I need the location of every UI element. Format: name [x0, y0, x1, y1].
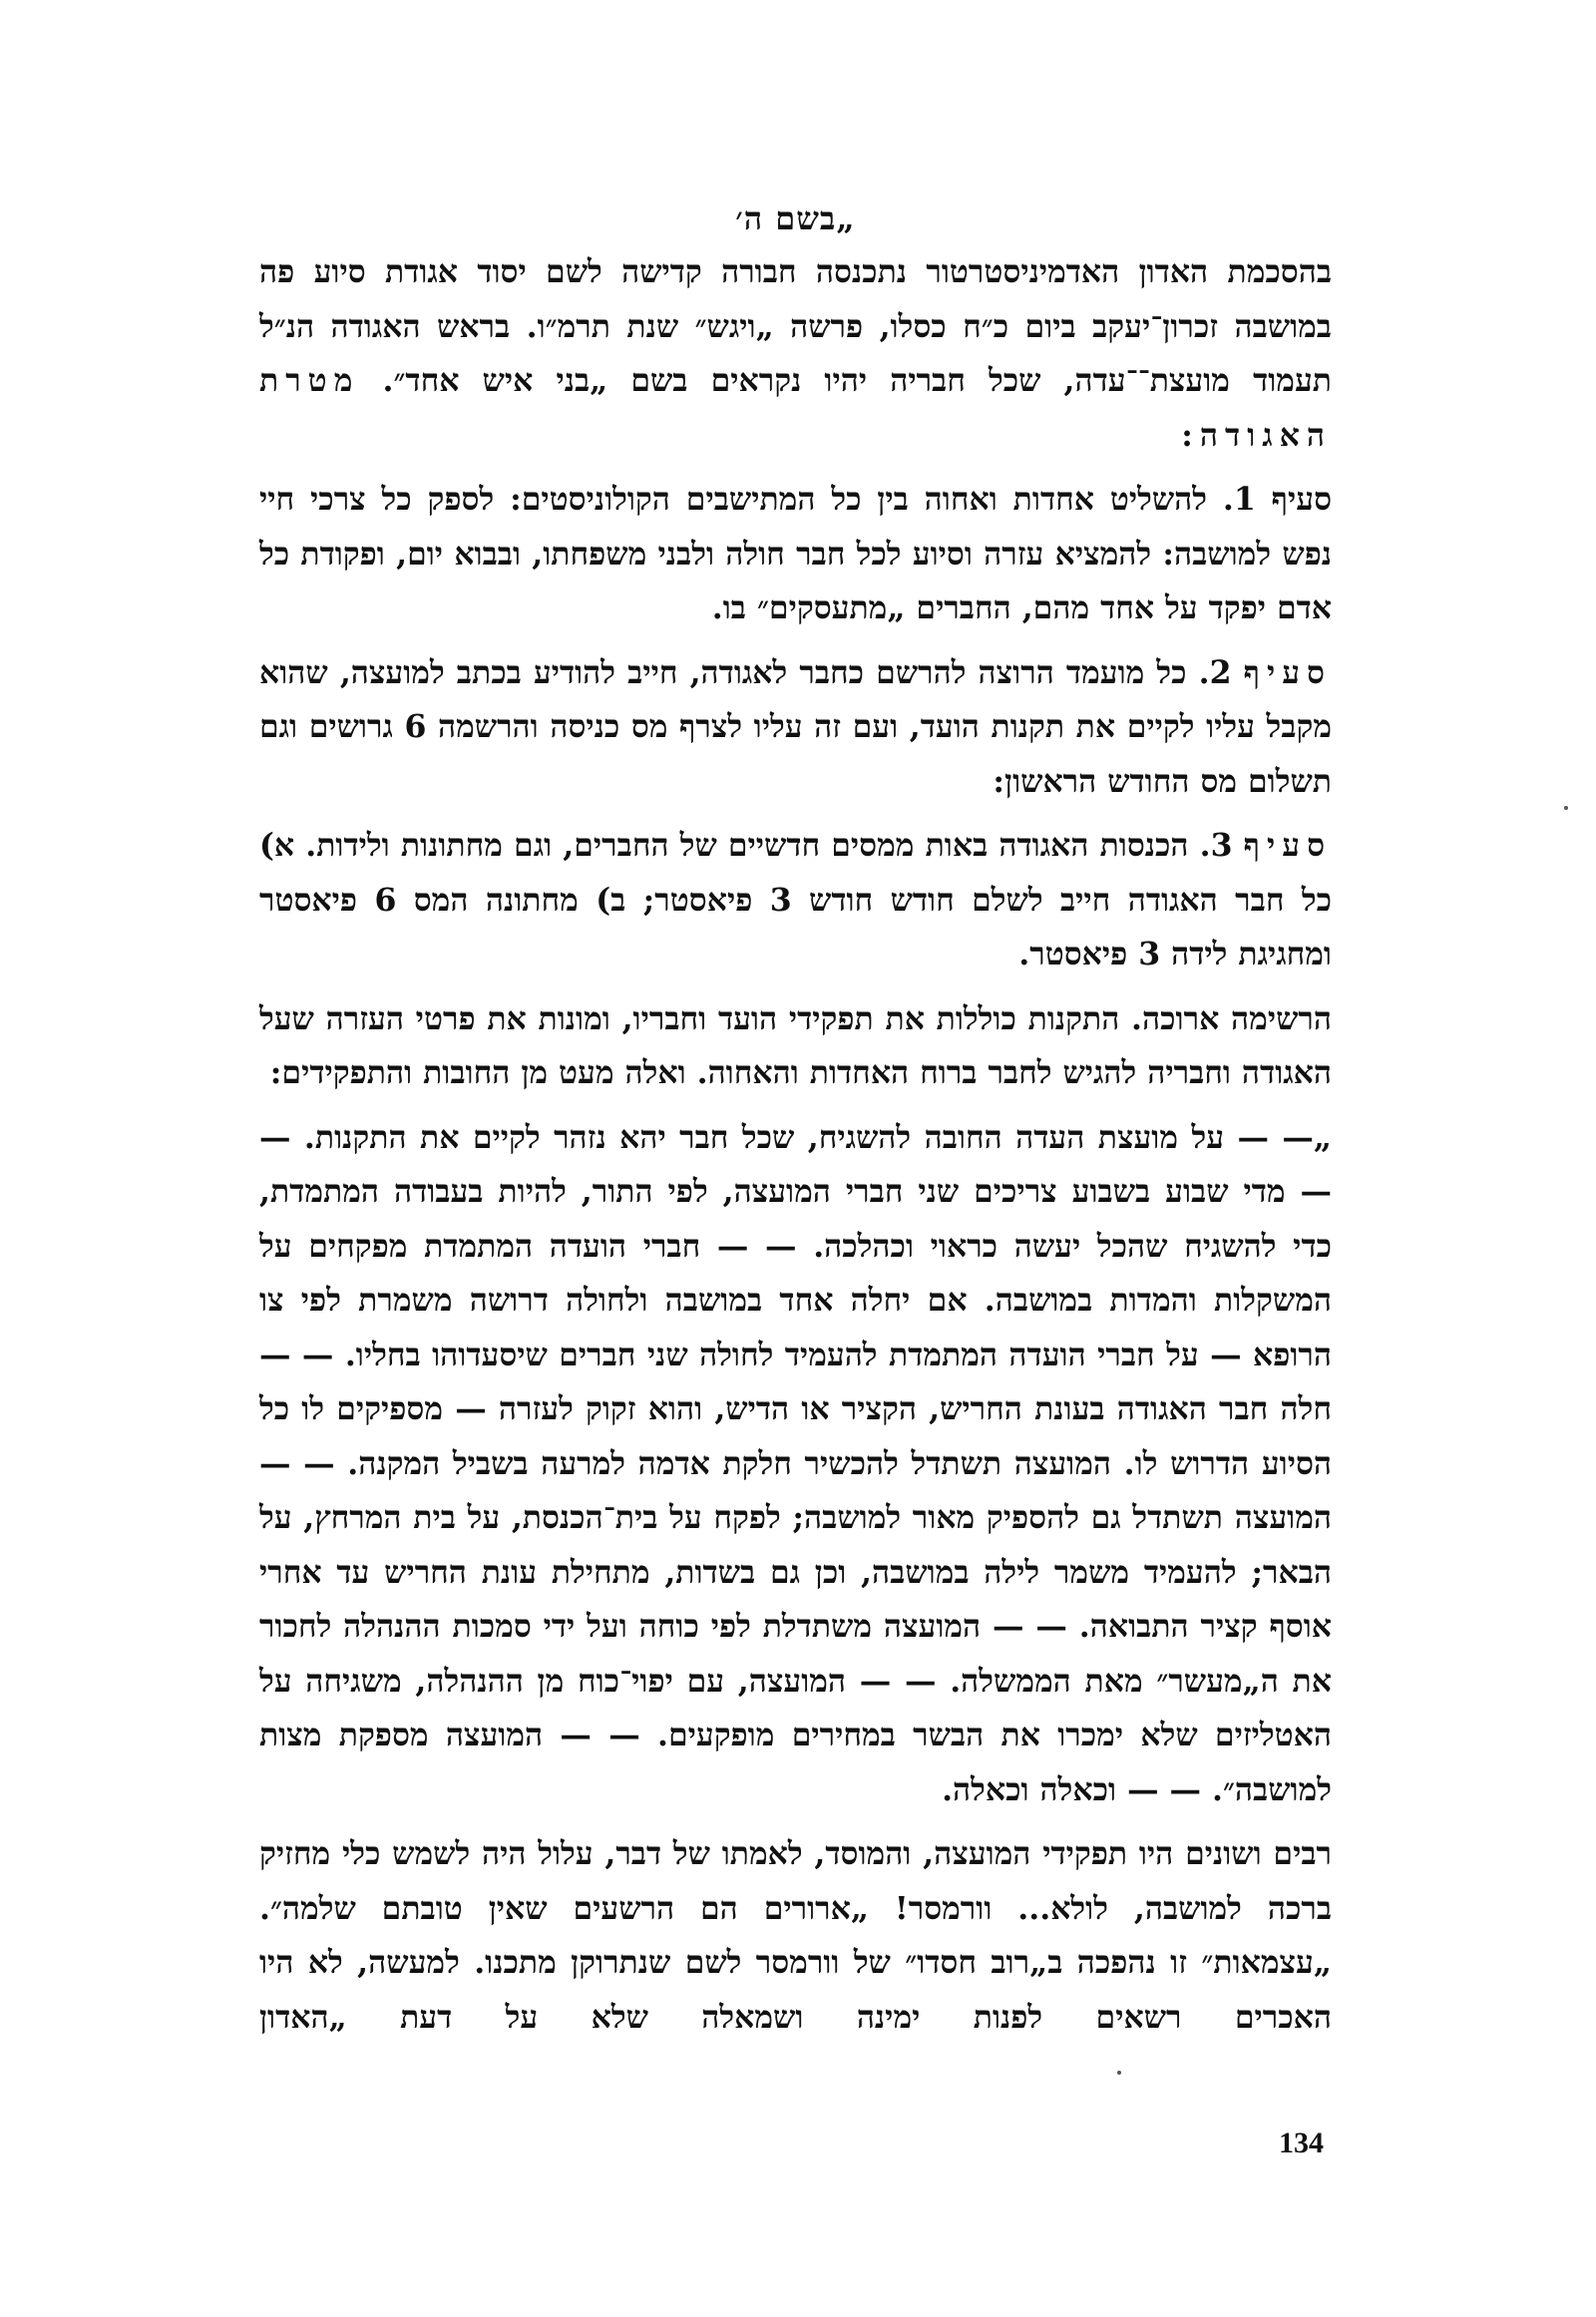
paragraph-intro-text: בהסכמת האדון האדמיניסטרטור נתכנסה חבורה קדישה לשם יסוד אגודת סיוע פה במושבה זכרון־יעקב ביום כ״ח כסלו, פרשה „ויגש״ שנת תרמ״ו. בראש האגודה הנ״ל תעמוד מועצת־־עדה, שכל חבריה יהיו נקראים בשם „בני איש אחד״.: [259, 253, 1332, 399]
section-2-lead: סעיף: [1243, 653, 1332, 691]
paragraph-section-1: [259, 473, 1332, 636]
paragraph-section-3: [259, 819, 1332, 982]
section-3-text: 3. הכנסות האגודה באות ממסים חדשיים של החברים, וגם מחתונות ולידות. א) כל חבר האגודה חייב לשלם חודש חודש 3 פיאסטר; ב) מחתונה המס 6 פיאסטר ומחגיגת לידה 3 פיאסטר.: [259, 827, 1332, 972]
paragraph-intro: [259, 245, 1332, 463]
list-intro-text: הרשימה ארוכה. התקנות כוללות את תפקידי הועד וחבריו, ומונות את פרטי העזרה שעל האגודה וחבריה להגיש לחבר ברוח האחדות והאחוה. ואלה מעט מן החובות והתפקידים:: [259, 999, 1332, 1091]
paragraph-closing: [259, 1827, 1332, 2045]
scan-speck: [1117, 2071, 1121, 2075]
paragraph-list-intro: [259, 992, 1332, 1101]
section-3-lead: סעיף: [1243, 827, 1332, 864]
section-1-text: סעיף 1. להשליט אחדות ואחוה בין כל המתישבים הקולוניסטים: לספק כל צרכי חיי נפש למושבה: להמציא עזרה וסיוע לכל חבר חולה ולבני משפחתו, ובבוא יום, ופקודת כל אדם יפקד על אחד מהם, החברים „מתעסקים״ בו.: [259, 481, 1332, 626]
closing-text: רבים ושונים היו תפקידי המועצה, והמוסד, לאמתו של דבר, עלול היה לשמש כלי מחזיק ברכה למושבה, לולא... וורמסר! „ארורים הם הרשעים שאין טובתם שלמה״. „עצמאות״ זו נהפכה ב„רוב חסדו״ של וורמסר לשם שנתרוקן מתכנו. למעשה, לא היו האכרים רשאים לפנות ימינה ושמאלה שלא על דעת „האדון: [259, 1835, 1332, 2036]
goal-heading: מטרת האגודה:: [259, 362, 1332, 454]
paragraph-section-2: [259, 646, 1332, 810]
document-page: [259, 199, 1332, 2055]
page-number: 134: [1279, 2126, 1324, 2159]
paragraph-duties-quote: [259, 1111, 1332, 1818]
duties-quote-text: „— — על מועצת העדה החובה להשגיח, שכל חבר יהא נזהר לקיים את התקנות. — — מדי שבוע בשבוע צריכים שני חברי המועצה, לפי התור, להיות בעבודה המתמדת, כדי להשגיח שהכל יעשה כראוי וכהלכה. — — חברי הועדה המתמדת מפקחים על המשקלות והמדות במושבה. אם יחלה אחד במושבה ולחולה דרושה משמרת לפי צו הרופא — על חברי הועדה המתמדת להעמיד לחולה שני חברים שיסעדוהו בחליו. — — חלה חבר האגודה בעונת החריש, הקציר או הדיש, והוא זקוק לעזרה — מספיקים לו כל הסיוע הדרוש לו. המועצה תשתדל להכשיר חלקת אדמה למרעה בשביל המקנה. — — המועצה תשתדל גם להספיק מאור למושבה; לפקח על בית־הכנסת, על בית המרחץ, על הבאר; להעמיד משמר לילה במושבה, וכן גם בשדות, מתחילת עונת החריש עד אחרי אוסף קציר התבואה. — — המועצה משתדלת לפי כוחה ועל ידי סמכות ההנהלה לחכור את ה„מעשר״ מאת הממשלה. — — המועצה, עם יפוי־כוח מן ההנהלה, משגיחה על האטליזים שלא ימכרו את הבשר במחירים מופקעים. — — המועצה מספקת מצות למושבה״. — — וכאלה וכאלה.: [259, 1118, 1332, 1808]
page-header: „בשם ה׳: [735, 199, 856, 237]
scan-speck: [1564, 806, 1568, 810]
section-2-text: 2. כל מועמד הרוצה להרשם כחבר לאגודה, חייב להודיע בכתב למועצה, שהוא מקבל עליו לקיים את תקנות הועד, ועם זה עליו לצרף מס כניסה והרשמה 6 גרושים וגם תשלום מס החודש הראשון:: [259, 653, 1332, 800]
